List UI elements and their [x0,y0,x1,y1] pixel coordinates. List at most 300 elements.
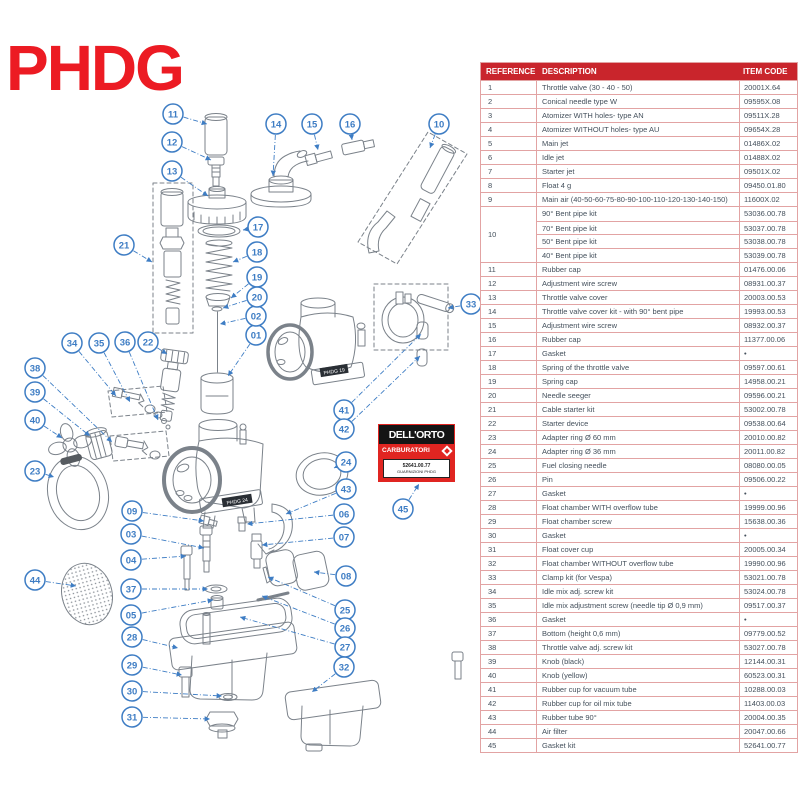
variant-rows [537,207,797,262]
desc-cell: Float cover cup [537,543,740,556]
svg-text:20: 20 [251,292,263,304]
callout-11 [163,104,183,124]
table-row [481,654,797,668]
desc-cell: Conical needle type W [537,95,740,108]
desc-cell: Float 4 g [537,179,740,192]
callout-08 [336,566,356,586]
callout-23 [25,461,45,481]
code-cell: 08932.00.37 [744,321,786,330]
badge-code-box [383,459,450,478]
desc-cell: Starter device [537,417,740,430]
header-description: DESCRIPTION [542,67,597,76]
desc-cell: Knob (yellow) [537,669,740,682]
svg-text:28: 28 [126,632,138,644]
table-row [481,514,797,528]
callout-34 [62,333,82,353]
callout-16 [340,114,360,134]
header-item-code: ITEM CODE [743,67,788,76]
code-cell: 10288.00.03 [744,685,786,694]
leader-line-45 [409,484,419,500]
svg-text:15: 15 [306,119,318,131]
leader-line-02 [220,318,245,324]
ref-cell: 44 [481,725,537,738]
ref-cell: 25 [481,459,537,472]
code-cell: 53037.00.78 [744,223,786,233]
variant-row [537,248,797,262]
code-cell: 14958.00.21 [744,377,786,386]
code-cell: 60523.00.31 [744,671,786,680]
callout-03 [121,524,141,544]
code-cell: 09596.00.21 [744,391,786,400]
code-cell: • [744,349,747,358]
code-cell: • [744,531,747,540]
leader-line-31 [143,717,210,719]
table-row [481,304,797,318]
code-cell: 15638.00.36 [744,517,786,526]
svg-text:38: 38 [29,363,41,375]
desc-cell: Knob (black) [537,655,740,668]
desc-cell: Gasket [537,487,740,500]
table-row [481,360,797,374]
ref-cell: 21 [481,403,537,416]
leader-line-10 [430,134,435,148]
upper-body-label: PHDG 19 [323,367,346,377]
svg-text:44: 44 [29,575,41,587]
svg-text:43: 43 [340,484,352,496]
desc-cell: Spring of the throttle valve [537,361,740,374]
ref-cell: 38 [481,641,537,654]
callout-37 [121,579,141,599]
table-row [481,542,797,556]
leader-line-42 [352,356,420,421]
ref-cell: 19 [481,375,537,388]
svg-text:06: 06 [338,509,350,521]
desc-cell: Needle seeger [537,389,740,402]
leader-line-35 [104,353,130,402]
desc-cell: Throttle valve cover kit - with 90° bent pipe [537,305,740,318]
desc-cell: Fuel closing needle [537,459,740,472]
code-cell: 19990.00.96 [744,559,786,568]
leader-line-43 [286,493,336,514]
leader-line-32 [312,674,335,692]
table-row [481,136,797,150]
code-cell: • [744,489,747,498]
ref-cell: 8 [481,179,537,192]
code-cell: 01488X.02 [744,153,781,162]
table-row [481,80,797,94]
leader-line-24 [334,467,336,468]
callout-17 [248,217,268,237]
svg-text:24: 24 [340,457,352,469]
leader-line-21 [133,251,152,262]
callout-30 [122,681,142,701]
svg-text:16: 16 [344,119,356,131]
ref-cell: 6 [481,151,537,164]
code-cell: 53038.00.78 [744,237,786,247]
desc-cell: Adapter ring Ø 36 mm [537,445,740,458]
table-row [481,262,797,276]
svg-text:14: 14 [270,119,282,131]
table-header [481,63,797,80]
svg-text:31: 31 [126,712,138,724]
callout-04 [121,550,141,570]
code-cell: 12144.00.31 [744,657,786,666]
code-cell: 01486X.02 [744,139,781,148]
callout-28 [122,627,142,647]
callout-leader-lines [43,117,460,719]
callout-45 [393,499,413,519]
leader-line-15 [314,135,318,150]
code-cell: 20005.00.34 [744,545,786,554]
ref-cell: 45 [481,739,537,752]
table-row [481,710,797,724]
callout-42 [334,419,354,439]
svg-text:08: 08 [340,571,352,583]
code-cell: 01476.00.06 [744,265,786,274]
desc-cell: 70° Bent pipe kit [537,222,740,235]
dellorto-diamond-icon [441,445,452,456]
desc-cell: Idle mix adj. screw kit [537,585,740,598]
leader-line-12 [182,147,211,160]
desc-cell: Atomizer WITHOUT holes- type AU [537,123,740,136]
desc-cell: Starter jet [537,165,740,178]
svg-text:10: 10 [433,119,445,131]
code-cell: 20001X.64 [744,83,781,92]
table-row [481,416,797,430]
table-row [481,612,797,626]
desc-cell: Rubber cup for oil mix tube [537,697,740,710]
code-cell: 53039.00.78 [744,251,786,261]
table-row [481,570,797,584]
ref-cell: 41 [481,683,537,696]
desc-cell: Throttle valve (30 - 40 - 50) [537,81,740,94]
table-row [481,696,797,710]
callout-01 [246,325,266,345]
table-row [481,458,797,472]
ref-cell: 36 [481,613,537,626]
table-row [481,402,797,416]
badge-subline: GUARNIZIONI PHDG [397,469,436,474]
ref-cell: 18 [481,361,537,374]
callout-15 [302,114,322,134]
svg-text:33: 33 [465,299,477,311]
desc-cell: Gasket [537,613,740,626]
ref-cell: 17 [481,347,537,360]
table-row [481,598,797,612]
ref-cell: 15 [481,319,537,332]
svg-text:37: 37 [125,584,137,596]
svg-text:30: 30 [126,686,138,698]
leader-line-03 [142,536,204,548]
table-row [481,626,797,640]
ref-cell: 22 [481,417,537,430]
code-cell: 09654X.28 [744,125,781,134]
callout-27 [335,637,355,657]
svg-text:23: 23 [29,466,41,478]
desc-cell: 90° Bent pipe kit [537,207,740,221]
svg-text:21: 21 [118,240,130,252]
svg-text:13: 13 [166,166,178,178]
leader-line-40 [44,426,62,438]
ref-cell: 34 [481,585,537,598]
table-row [481,430,797,444]
ref-cell: 11 [481,263,537,276]
ref-cell: 24 [481,445,537,458]
leader-line-01 [228,344,250,376]
svg-text:18: 18 [251,247,263,259]
leader-line-16 [351,135,352,140]
leader-line-25 [268,577,335,606]
code-cell: 19993.00.53 [744,307,786,316]
table-row [481,318,797,332]
svg-text:02: 02 [250,311,262,323]
desc-cell: Main air (40-50-60-75-80-90-100-110-120-130-140-150) [537,193,740,206]
callout-41 [334,400,354,420]
callout-18 [247,242,267,262]
desc-cell: 50° Bent pipe kit [537,235,740,248]
ref-cell: 16 [481,333,537,346]
table-row [481,290,797,304]
table-row [481,346,797,360]
svg-text:40: 40 [29,415,41,427]
ref-cell: 40 [481,669,537,682]
variant-row [537,207,797,221]
callout-25 [335,600,355,620]
svg-text:45: 45 [397,504,409,516]
ref-cell: 39 [481,655,537,668]
callout-26 [335,618,355,638]
ref-cell: 3 [481,109,537,122]
code-cell: 20003.00.53 [744,293,786,302]
svg-text:35: 35 [93,338,105,350]
table-row [481,682,797,696]
code-cell: 53021.00.78 [744,573,786,582]
callout-22 [138,332,158,352]
svg-text:32: 32 [338,662,350,674]
desc-cell: Throttle valve cover [537,291,740,304]
leader-line-19 [231,284,248,298]
leader-line-20 [223,300,247,308]
ref-cell: 5 [481,137,537,150]
callout-numbers [25,104,480,727]
desc-cell: Bottom (height 0,6 mm) [537,627,740,640]
desc-cell: Rubber tube 90° [537,711,740,724]
svg-text:09: 09 [126,506,138,518]
ref-cell: 29 [481,515,537,528]
callout-38 [25,358,45,378]
table-row [481,388,797,402]
ref-cell: 35 [481,599,537,612]
code-cell: 19999.00.96 [744,503,786,512]
header-reference: REFERENCE [486,67,536,76]
ref-cell: 4 [481,123,537,136]
dellorto-badge [378,424,455,482]
ref-cell: 9 [481,193,537,206]
table-row [481,374,797,388]
callout-31 [122,707,142,727]
brand-subtitle: CARBURATORI [382,447,430,454]
table-row [481,332,797,346]
callout-32 [334,657,354,677]
code-cell: 09538.00.64 [744,419,786,428]
svg-text:41: 41 [338,405,350,417]
code-cell: 09511X.28 [744,111,780,120]
code-cell: • [744,615,747,624]
callout-29 [122,655,142,675]
callout-20 [247,287,267,307]
ref-cell: 12 [481,277,537,290]
svg-text:07: 07 [338,532,350,544]
leader-line-05 [142,600,213,613]
variant-row [537,234,797,248]
leader-line-08 [314,572,335,575]
ref-cell: 1 [481,81,537,94]
brand-logo: DELL'ORTO [379,425,454,444]
desc-cell: Gasket [537,347,740,360]
svg-text:19: 19 [251,272,263,284]
leader-line-13 [181,177,208,196]
desc-cell: Atomizer WITH holes- type AN [537,109,740,122]
table-row [481,556,797,570]
desc-cell: Idle jet [537,151,740,164]
code-cell: 08931.00.37 [744,279,786,288]
svg-text:34: 34 [66,338,78,350]
ref-cell: 42 [481,697,537,710]
table-row [481,94,797,108]
code-cell: 53024.00.78 [744,587,786,596]
desc-cell: Gasket [537,529,740,542]
table-row [481,108,797,122]
code-cell: 20010.00.82 [744,433,786,442]
table-row [481,500,797,514]
callout-43 [336,479,356,499]
desc-cell: Main jet [537,137,740,150]
code-cell: 09450.01.80 [744,181,786,190]
code-cell: 20047.00.66 [744,727,786,736]
svg-text:27: 27 [339,642,351,654]
ref-cell: 23 [481,431,537,444]
table-row [481,640,797,654]
ref-cell: 26 [481,473,537,486]
ref-cell: 30 [481,529,537,542]
lower-body-label: PHDG 24 [226,497,249,507]
callout-44 [25,570,45,590]
table-row [481,472,797,486]
desc-cell: Air filter [537,725,740,738]
desc-cell: Spring cap [537,375,740,388]
desc-cell: Gasket kit [537,739,740,752]
code-cell: 52641.00.77 [744,741,786,750]
code-cell: 09779.00.52 [744,629,786,638]
leader-line-06 [247,515,333,524]
table-row [481,164,797,178]
svg-text:42: 42 [338,424,350,436]
callout-07 [334,527,354,547]
desc-cell: Idle mix adjustment screw (needle tip Ø 0,9 mm) [537,599,740,612]
code-cell: 09597.00.61 [744,363,786,372]
code-cell: 20004.00.35 [744,713,786,722]
code-cell: 53002.00.78 [744,405,786,414]
svg-text:11: 11 [167,109,179,121]
ref-cell: 33 [481,571,537,584]
desc-cell: Float chamber WITH overflow tube [537,501,740,514]
callout-21 [114,235,134,255]
code-cell: 09517.00.37 [744,601,786,610]
desc-cell: 40° Bent pipe kit [537,249,740,262]
variant-row [537,221,797,235]
desc-cell: Float chamber WITHOUT overflow tube [537,557,740,570]
desc-cell: Rubber cup for vacuum tube [537,683,740,696]
leader-line-07 [262,538,333,545]
code-cell: 20011.00.82 [744,447,786,456]
desc-cell: Adjustment wire screw [537,277,740,290]
ref-cell: 7 [481,165,537,178]
leader-line-11 [184,117,207,124]
table-row [481,584,797,598]
callout-12 [162,132,182,152]
ref-cell: 43 [481,711,537,724]
table-row [481,178,797,192]
desc-cell: Pin [537,473,740,486]
leader-line-04 [142,556,186,559]
code-cell: 11403.00.03 [744,699,786,708]
leader-line-17 [243,229,247,230]
badge-code: 52641.00.77 [402,463,431,469]
callout-39 [25,382,45,402]
callout-09 [122,501,142,521]
callout-40 [25,410,45,430]
leader-line-41 [352,334,421,402]
ref-cell: 37 [481,627,537,640]
ref-cell: 32 [481,557,537,570]
callout-19 [247,267,267,287]
code-cell: 11600X.02 [744,195,780,204]
ref-cell: 14 [481,305,537,318]
table-row [481,528,797,542]
desc-cell: Float chamber screw [537,515,740,528]
code-cell: 08080.00.05 [744,461,786,470]
callout-10 [429,114,449,134]
desc-cell: Adjustment wire screw [537,319,740,332]
leader-line-29 [143,667,182,675]
desc-cell: Throttle valve adj. screw kit [537,641,740,654]
table-row [481,192,797,206]
code-cell: 09506.00.22 [744,475,786,484]
table-row [481,276,797,290]
ref-cell: 31 [481,543,537,556]
ref-cell: 20 [481,389,537,402]
svg-text:05: 05 [125,610,137,622]
code-cell: 09501X.02 [744,167,781,176]
ref-cell: 28 [481,501,537,514]
code-cell: 53027.00.78 [744,643,786,652]
desc-cell: Cable starter kit [537,403,740,416]
svg-text:25: 25 [339,605,351,617]
table-row [481,206,797,262]
ref-cell: 10 [481,207,537,262]
leader-line-36 [129,352,158,420]
table-row [481,444,797,458]
table-row [481,122,797,136]
svg-text:29: 29 [126,660,138,672]
callout-13 [162,161,182,181]
page-title: PHDG [6,32,183,104]
svg-text:39: 39 [29,387,41,399]
svg-text:17: 17 [252,222,264,234]
svg-text:22: 22 [142,337,154,349]
callout-14 [266,114,286,134]
svg-text:36: 36 [119,337,131,349]
